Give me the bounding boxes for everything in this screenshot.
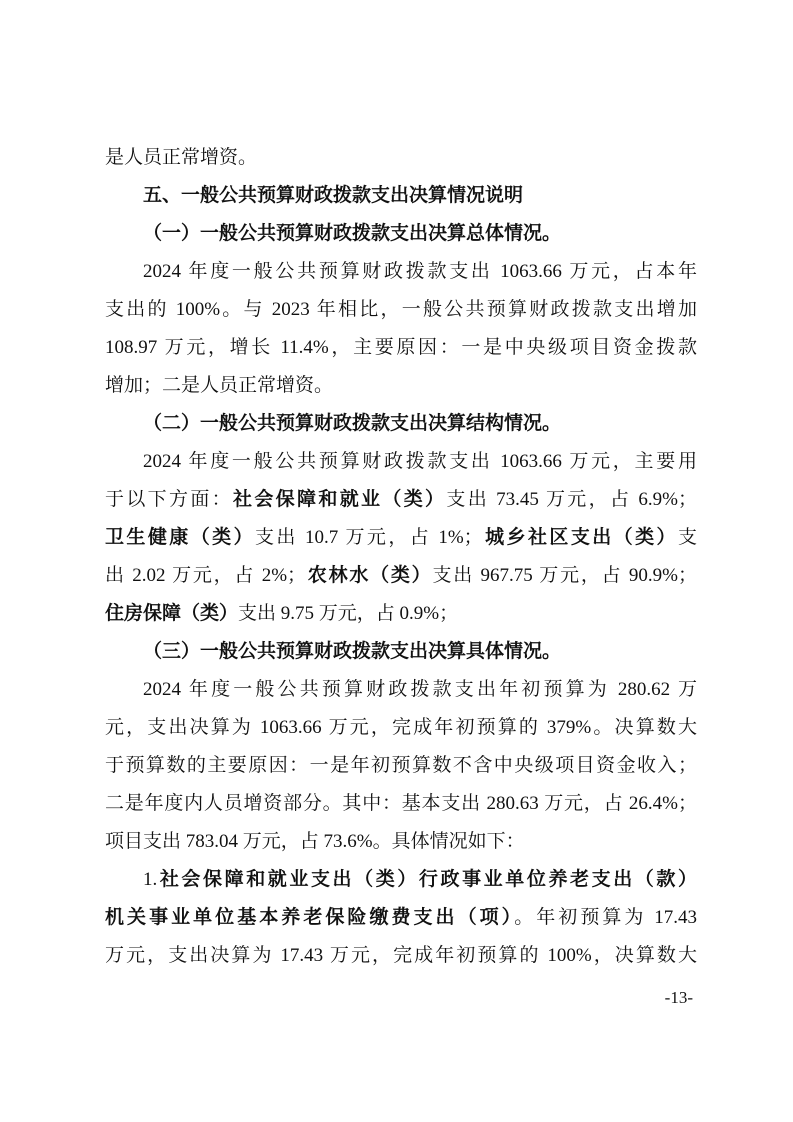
paragraph-line bbox=[105, 823, 697, 861]
list-number: 1. bbox=[143, 869, 158, 890]
heading-text: （三）一般公共预算财政拨款支出决算具体情况。 bbox=[143, 641, 562, 662]
text-segment: 2024 年度一般公共预算财政拨款支出 1063.66 万元，占本年 bbox=[143, 261, 697, 282]
text-segment: 是人员正常增资。 bbox=[105, 147, 258, 168]
text-segment: 项目支出 783.04 万元，占 73.6%。具体情况如下： bbox=[105, 831, 525, 852]
paragraph-line bbox=[105, 785, 697, 823]
heading-text: （一）一般公共预算财政拨款支出决算总体情况。 bbox=[143, 223, 562, 244]
emphasis-segment: 社会保障和就业（类） bbox=[233, 489, 447, 510]
emphasis-segment: 农林水（类） bbox=[306, 565, 433, 586]
paragraph-line bbox=[105, 291, 697, 329]
page-number: -13- bbox=[664, 988, 693, 1007]
paragraph-line bbox=[105, 139, 697, 177]
text-segment: 支出 10.7 万元，占 1%； bbox=[255, 527, 483, 548]
heading-section-five bbox=[105, 177, 697, 215]
paragraph-line bbox=[105, 937, 697, 975]
text-segment: 元，支出决算为 1063.66 万元，完成年初预算的 379%。决算数大 bbox=[105, 717, 697, 738]
heading-subsection-one bbox=[105, 215, 697, 253]
text-segment: 增加；二是人员正常增资。 bbox=[105, 375, 334, 396]
paragraph-line bbox=[105, 253, 697, 291]
text-segment: 支出的 100%。与 2023 年相比，一般公共预算财政拨款支出增加 bbox=[105, 299, 697, 320]
emphasis-segment: 城乡社区支出（类） bbox=[482, 527, 678, 548]
document-body bbox=[105, 139, 697, 975]
emphasis-segment: 卫生健康（类） bbox=[105, 527, 255, 548]
paragraph-line bbox=[105, 519, 697, 557]
text-segment: 支出 73.45 万元，占 6.9%； bbox=[446, 489, 697, 510]
text-segment: 支出 9.75 万元，占 0.9%； bbox=[238, 603, 459, 624]
emphasis-segment: 社会保障和就业支出（类）行政事业单位养老支出（款） bbox=[157, 869, 697, 890]
heading-subsection-two bbox=[105, 405, 697, 443]
paragraph-line bbox=[105, 329, 697, 367]
paragraph-line bbox=[105, 671, 697, 709]
text-segment: 二是年度内人员增资部分。其中：基本支出 280.63 万元，占 26.4%； bbox=[105, 793, 697, 814]
text-segment: 支 bbox=[677, 527, 697, 548]
text-segment: 支出 967.75 万元，占 90.9%； bbox=[432, 565, 697, 586]
text-segment: 2024 年度一般公共预算财政拨款支出 1063.66 万元，主要用 bbox=[143, 451, 697, 472]
emphasis-segment: 住房保障（类） bbox=[105, 603, 239, 624]
heading-text: 五、一般公共预算财政拨款支出决算情况说明 bbox=[143, 185, 524, 206]
heading-subsection-three bbox=[105, 633, 697, 671]
paragraph-line bbox=[105, 595, 697, 633]
paragraph-line bbox=[105, 557, 697, 595]
text-segment: 于以下方面： bbox=[105, 489, 234, 510]
list-item-1-line bbox=[105, 861, 697, 899]
heading-text: （二）一般公共预算财政拨款支出决算结构情况。 bbox=[143, 413, 562, 434]
emphasis-segment: 机关事业单位基本养老保险缴费支出（项） bbox=[105, 907, 515, 928]
text-segment: 。年初预算为 17.43 bbox=[514, 907, 697, 928]
paragraph-line bbox=[105, 747, 697, 785]
paragraph-line bbox=[105, 709, 697, 747]
text-segment: 2024 年度一般公共预算财政拨款支出年初预算为 280.62 万 bbox=[143, 679, 697, 700]
text-segment: 万元，支出决算为 17.43 万元，完成年初预算的 100%，决算数大 bbox=[105, 945, 697, 966]
text-segment: 出 2.02 万元，占 2%； bbox=[105, 565, 307, 586]
paragraph-line bbox=[105, 443, 697, 481]
text-segment: 108.97 万元，增长 11.4%，主要原因：一是中央级项目资金拨款 bbox=[105, 337, 697, 358]
paragraph-line bbox=[105, 899, 697, 937]
paragraph-line bbox=[105, 481, 697, 519]
text-segment: 于预算数的主要原因：一是年初预算数不含中央级项目资金收入； bbox=[105, 755, 697, 776]
paragraph-line bbox=[105, 367, 697, 405]
